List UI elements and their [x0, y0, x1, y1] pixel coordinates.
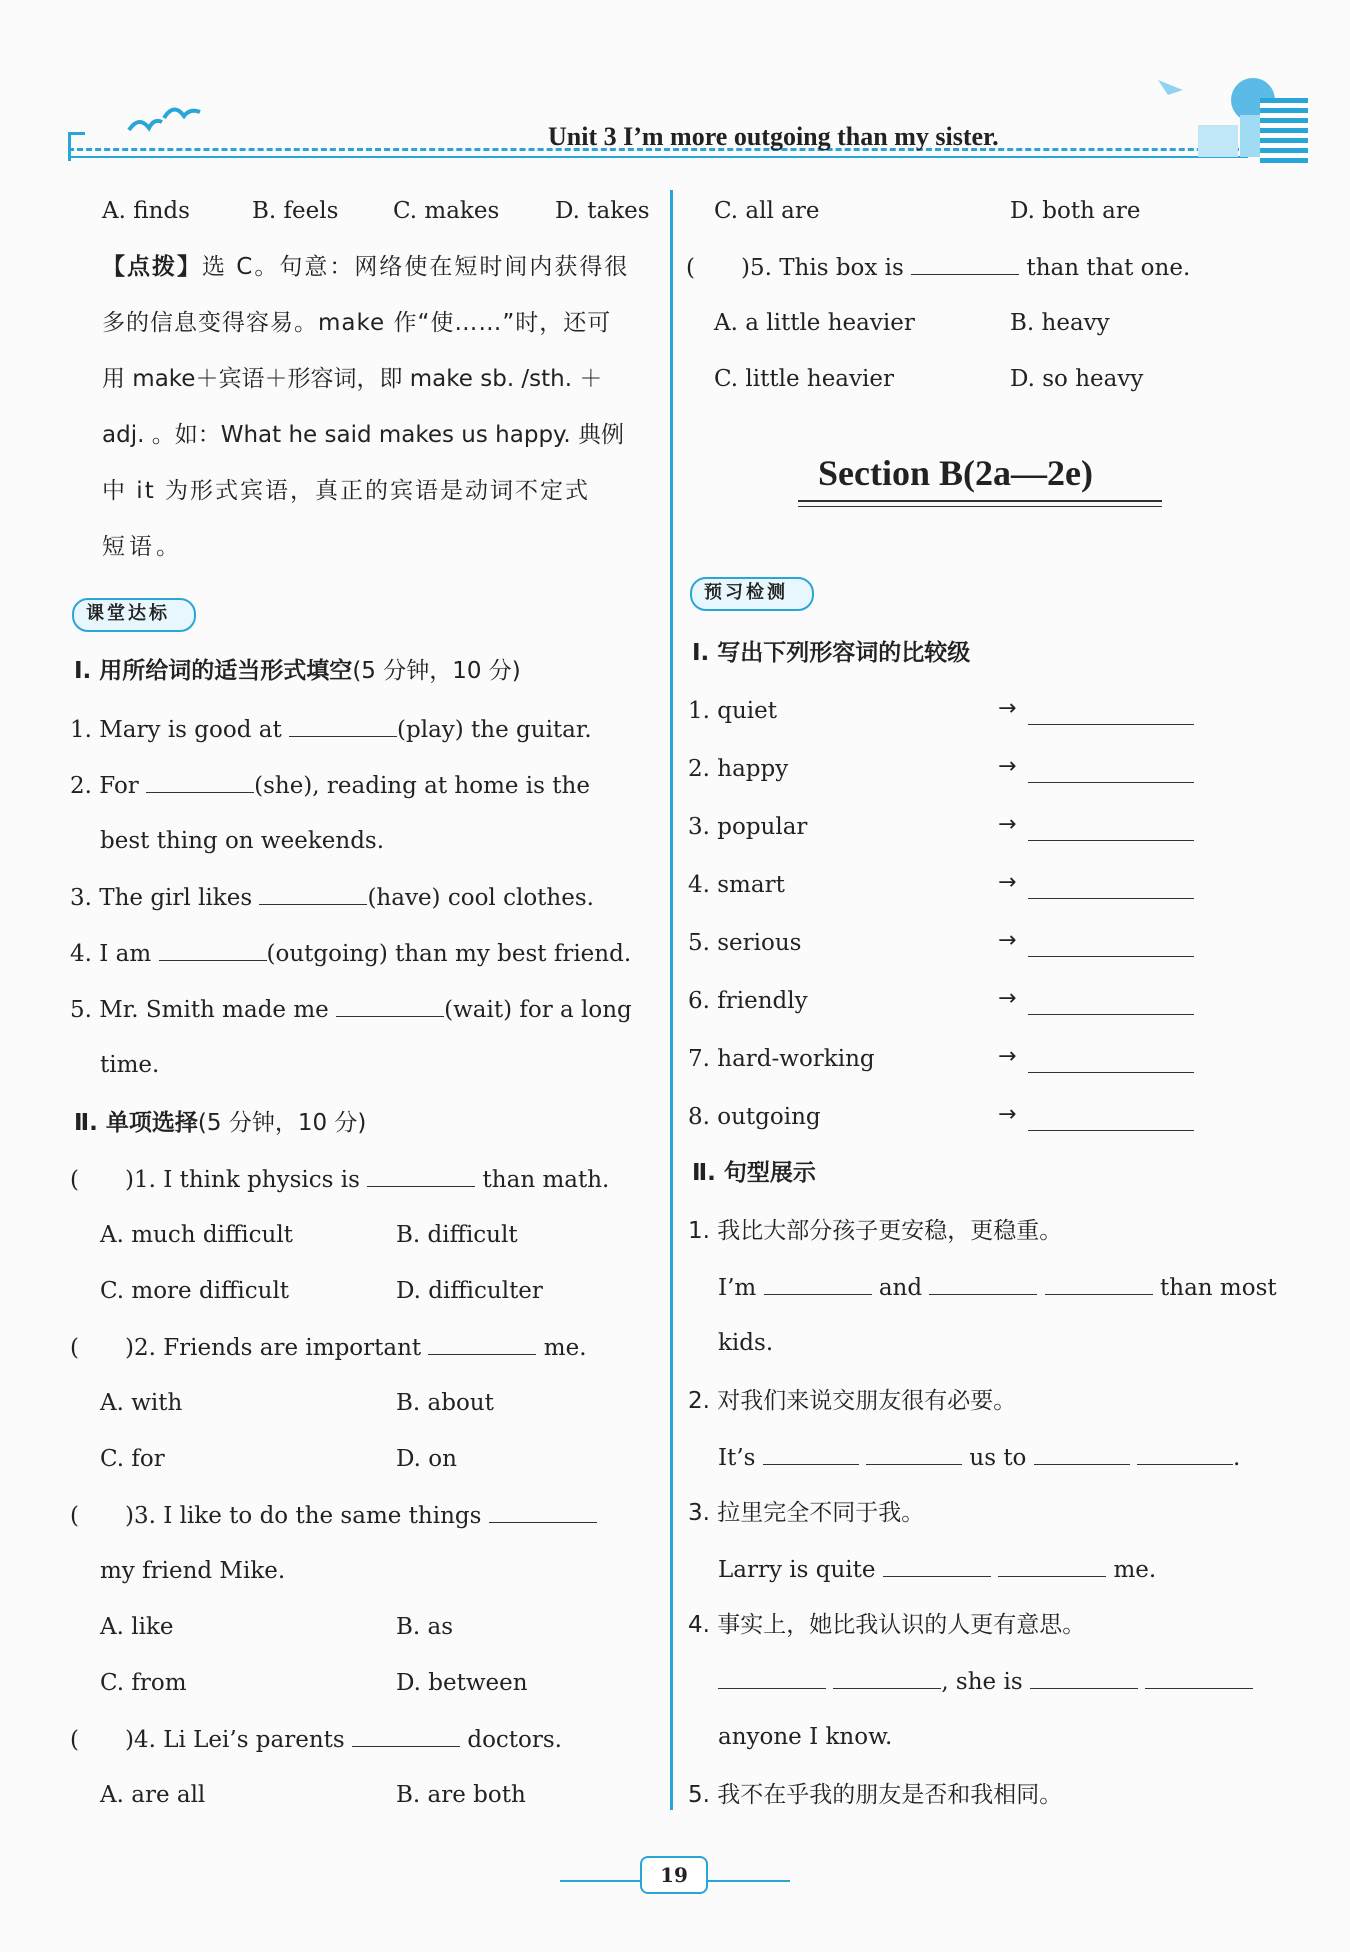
hint-line-6: 短语。: [102, 534, 183, 560]
mc-q3-d[interactable]: D. between: [396, 1670, 528, 1696]
comparative-heading: Ⅰ. 写出下列形容词的比较级: [692, 640, 971, 666]
part2-heading: Ⅱ. 单项选择(5 分钟，10 分): [74, 1110, 367, 1136]
mc-q4-b[interactable]: B. are both: [396, 1782, 526, 1808]
sentence-4-cont: anyone I know.: [718, 1724, 893, 1750]
option-c: C. makes: [393, 198, 500, 224]
fill-item-3: 3. The girl likes (have) cool clothes.: [70, 882, 594, 913]
answer-blank[interactable]: [1028, 760, 1194, 783]
unit-title: Unit 3 I’m more outgoing than my sister.: [548, 122, 999, 151]
answer-blank[interactable]: [911, 252, 1019, 275]
answer-blank[interactable]: [1045, 1272, 1153, 1295]
answer-blank[interactable]: [289, 714, 397, 737]
answer-blank[interactable]: [1028, 992, 1194, 1015]
mc-q1-c[interactable]: C. more difficult: [100, 1278, 290, 1304]
mc-q4-d[interactable]: D. both are: [1010, 198, 1141, 224]
word-item: 1. quiet: [688, 698, 778, 724]
section-underline-thin: [798, 506, 1162, 507]
sentence-3-cn: 3. 拉里完全不同于我。: [688, 1500, 925, 1526]
option-b: B. feels: [252, 198, 339, 224]
sentence-2-cn: 2. 对我们来说交朋友很有必要。: [688, 1388, 1017, 1414]
answer-blank[interactable]: [336, 994, 444, 1017]
page-number: 19: [640, 1856, 708, 1894]
sentence-3-en: Larry is quite me.: [718, 1554, 1156, 1585]
mc-q5-b[interactable]: B. heavy: [1010, 310, 1110, 336]
section-title: Section B(2a—2e): [818, 453, 1093, 493]
sentence-1-cn: 1. 我比大部分孩子更安稳，更稳重。: [688, 1218, 1063, 1244]
mc-q2-a[interactable]: A. with: [100, 1390, 183, 1416]
answer-blank[interactable]: [352, 1724, 460, 1747]
word-item: 4. smart: [688, 872, 785, 898]
word-item: 5. serious: [688, 930, 802, 956]
answer-blank[interactable]: [929, 1272, 1037, 1295]
fill-item-5-cont: time.: [100, 1052, 160, 1078]
answer-blank[interactable]: [1028, 1108, 1194, 1131]
answer-blank[interactable]: [1028, 1050, 1194, 1073]
arrow-icon: →: [998, 986, 1017, 1011]
fill-item-4: 4. I am (outgoing) than my best friend.: [70, 938, 631, 969]
mc-q1-d[interactable]: D. difficulter: [396, 1278, 543, 1304]
arrow-icon: →: [998, 928, 1017, 953]
fill-item-5: 5. Mr. Smith made me (wait) for a long: [70, 994, 632, 1025]
answer-blank[interactable]: [998, 1554, 1106, 1577]
answer-blank[interactable]: [159, 938, 267, 961]
mc-q1-stem: ( )1. I think physics is than math.: [70, 1164, 609, 1195]
badge-class-practice: 课堂达标: [72, 598, 196, 632]
word-item: 6. friendly: [688, 988, 808, 1014]
sentence-1-en: I’m and than most: [718, 1272, 1277, 1303]
mc-q4-c[interactable]: C. all are: [714, 198, 820, 224]
fill-item-2-cont: best thing on weekends.: [100, 828, 385, 854]
answer-blank[interactable]: [763, 1442, 859, 1465]
word-item: 2. happy: [688, 756, 789, 782]
header-stripes: [1260, 98, 1308, 164]
answer-blank[interactable]: [1137, 1442, 1233, 1465]
mc-q1-a[interactable]: A. much difficult: [100, 1222, 293, 1248]
word-item: 8. outgoing: [688, 1104, 821, 1130]
mc-q5-d[interactable]: D. so heavy: [1010, 366, 1144, 392]
arrow-icon: →: [998, 696, 1017, 721]
answer-blank[interactable]: [866, 1442, 962, 1465]
answer-blank[interactable]: [1028, 876, 1194, 899]
arrow-icon: →: [998, 870, 1017, 895]
option-a: A. finds: [102, 198, 190, 224]
sentence-2-en: It’s us to .: [718, 1442, 1240, 1473]
mc-q2-stem: ( )2. Friends are important me.: [70, 1332, 587, 1363]
fill-item-1: 1. Mary is good at (play) the guitar.: [70, 714, 592, 745]
header-solid-line: [68, 156, 1248, 158]
mc-q4-a[interactable]: A. are all: [100, 1782, 206, 1808]
answer-blank[interactable]: [883, 1554, 991, 1577]
answer-blank[interactable]: [1034, 1442, 1130, 1465]
word-item: 3. popular: [688, 814, 808, 840]
answer-blank[interactable]: [1028, 702, 1194, 725]
arrow-icon: →: [998, 1044, 1017, 1069]
hint-line-5: 中 it 为形式宾语，真正的宾语是动词不定式: [102, 478, 591, 504]
answer-blank[interactable]: [1030, 1666, 1138, 1689]
mc-q3-c[interactable]: C. from: [100, 1670, 187, 1696]
answer-blank[interactable]: [764, 1272, 872, 1295]
word-item: 7. hard-working: [688, 1046, 875, 1072]
arrow-icon: →: [998, 1102, 1017, 1127]
mc-q5-stem: ( )5. This box is than that one.: [686, 252, 1190, 283]
sentence-4-en: , she is: [718, 1666, 1253, 1697]
column-divider: [670, 190, 673, 1810]
birds-icon: [124, 100, 204, 149]
arrow-icon: →: [998, 812, 1017, 837]
answer-blank[interactable]: [146, 770, 254, 793]
mc-q4-stem: ( )4. Li Lei’s parents doctors.: [70, 1724, 562, 1755]
fill-item-2: 2. For (she), reading at home is the: [70, 770, 590, 801]
mc-q2-c[interactable]: C. for: [100, 1446, 165, 1472]
part1-heading: Ⅰ. 用所给词的适当形式填空(5 分钟，10 分): [74, 658, 521, 684]
mc-q3-a[interactable]: A. like: [100, 1614, 174, 1640]
hint-line-3: 用 make＋宾语＋形容词，即 make sb. /sth. ＋: [102, 366, 603, 392]
hint-line-4: adj. 。如：What he said makes us happy. 典例: [102, 422, 625, 448]
mc-q2-b[interactable]: B. about: [396, 1390, 494, 1416]
mc-q3-stem: ( )3. I like to do the same things: [70, 1500, 597, 1531]
answer-blank[interactable]: [489, 1500, 597, 1523]
option-d: D. takes: [555, 198, 650, 224]
sentence-4-cn: 4. 事实上，她比我认识的人更有意思。: [688, 1612, 1086, 1638]
hint-label: 【点拨】: [102, 254, 202, 280]
mc-q3-stem-cont: my friend Mike.: [100, 1558, 286, 1584]
answer-blank[interactable]: [833, 1666, 941, 1689]
mc-q3-b[interactable]: B. as: [396, 1614, 454, 1640]
mc-q2-d[interactable]: D. on: [396, 1446, 457, 1472]
sentence-pattern-heading: Ⅱ. 句型展示: [692, 1160, 816, 1186]
answer-blank[interactable]: [1145, 1666, 1253, 1689]
mc-q1-b[interactable]: B. difficult: [396, 1222, 518, 1248]
answer-blank[interactable]: [1028, 934, 1194, 957]
mc-q5-c[interactable]: C. little heavier: [714, 366, 894, 392]
answer-blank[interactable]: [718, 1666, 826, 1689]
section-underline: [798, 500, 1162, 502]
hint-line-2: 多的信息变得容易。make 作“使……”时，还可: [102, 310, 612, 336]
page-header: [68, 60, 1308, 170]
answer-blank[interactable]: [1028, 818, 1194, 841]
answer-blank[interactable]: [259, 882, 367, 905]
arrow-icon: →: [998, 754, 1017, 779]
answer-blank[interactable]: [428, 1332, 536, 1355]
badge-preview-check: 预习检测: [690, 577, 814, 611]
sentence-5-cn: 5. 我不在乎我的朋友是否和我相同。: [688, 1782, 1063, 1808]
hint-line-1: 【点拨】选 C。句意：网络使在短时间内获得很: [102, 254, 630, 280]
mc-q5-a[interactable]: A. a little heavier: [714, 310, 915, 336]
sentence-1-cont: kids.: [718, 1330, 774, 1356]
answer-blank[interactable]: [367, 1164, 475, 1187]
